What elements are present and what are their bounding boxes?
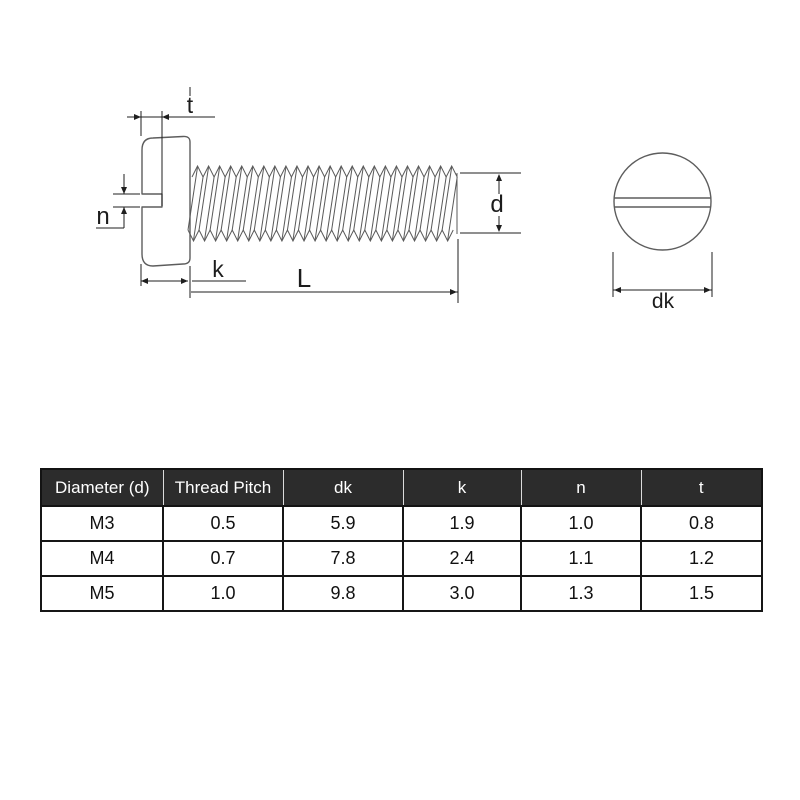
cell-k: 1.9 [403,506,521,541]
cell-diameter: M3 [41,506,163,541]
cell-thread-pitch: 0.5 [163,506,283,541]
label-k: k [212,256,224,282]
screw-side-view [142,136,457,266]
dimension-L [191,239,458,303]
cell-k: 2.4 [403,541,521,576]
spec-table-header-row [41,469,762,506]
cell-t: 1.5 [641,576,762,611]
label-dk: dk [651,290,675,313]
col-header-t: t [641,469,762,506]
col-header-k: k [403,469,521,506]
head-circle [614,153,711,250]
cell-thread-pitch: 1.0 [163,576,283,611]
cell-dk: 5.9 [283,506,403,541]
label-t: t [186,92,194,118]
screw-top-view [614,153,711,250]
cell-diameter: M4 [41,541,163,576]
cell-t: 1.2 [641,541,762,576]
threaded-shaft [188,166,457,241]
label-L: L [296,263,312,293]
screw-head-profile [142,136,190,266]
table-row-m5 [41,576,762,611]
spec-table [40,468,763,612]
cell-dk: 7.8 [283,541,403,576]
col-header-dk: dk [283,469,403,506]
table-row-m3 [41,506,762,541]
dimension-k [141,264,246,298]
cell-n: 1.3 [521,576,641,611]
label-d: d [490,191,504,218]
cell-n: 1.0 [521,506,641,541]
col-header-n: n [521,469,641,506]
col-header-diameter: Diameter (d) [41,469,163,506]
cell-n: 1.1 [521,541,641,576]
cell-t: 0.8 [641,506,762,541]
cell-diameter: M5 [41,576,163,611]
label-n: n [96,203,110,230]
col-header-thread-pitch: Thread Pitch [163,469,283,506]
cell-dk: 9.8 [283,576,403,611]
table-row-m4 [41,541,762,576]
cell-thread-pitch: 0.7 [163,541,283,576]
cell-k: 3.0 [403,576,521,611]
